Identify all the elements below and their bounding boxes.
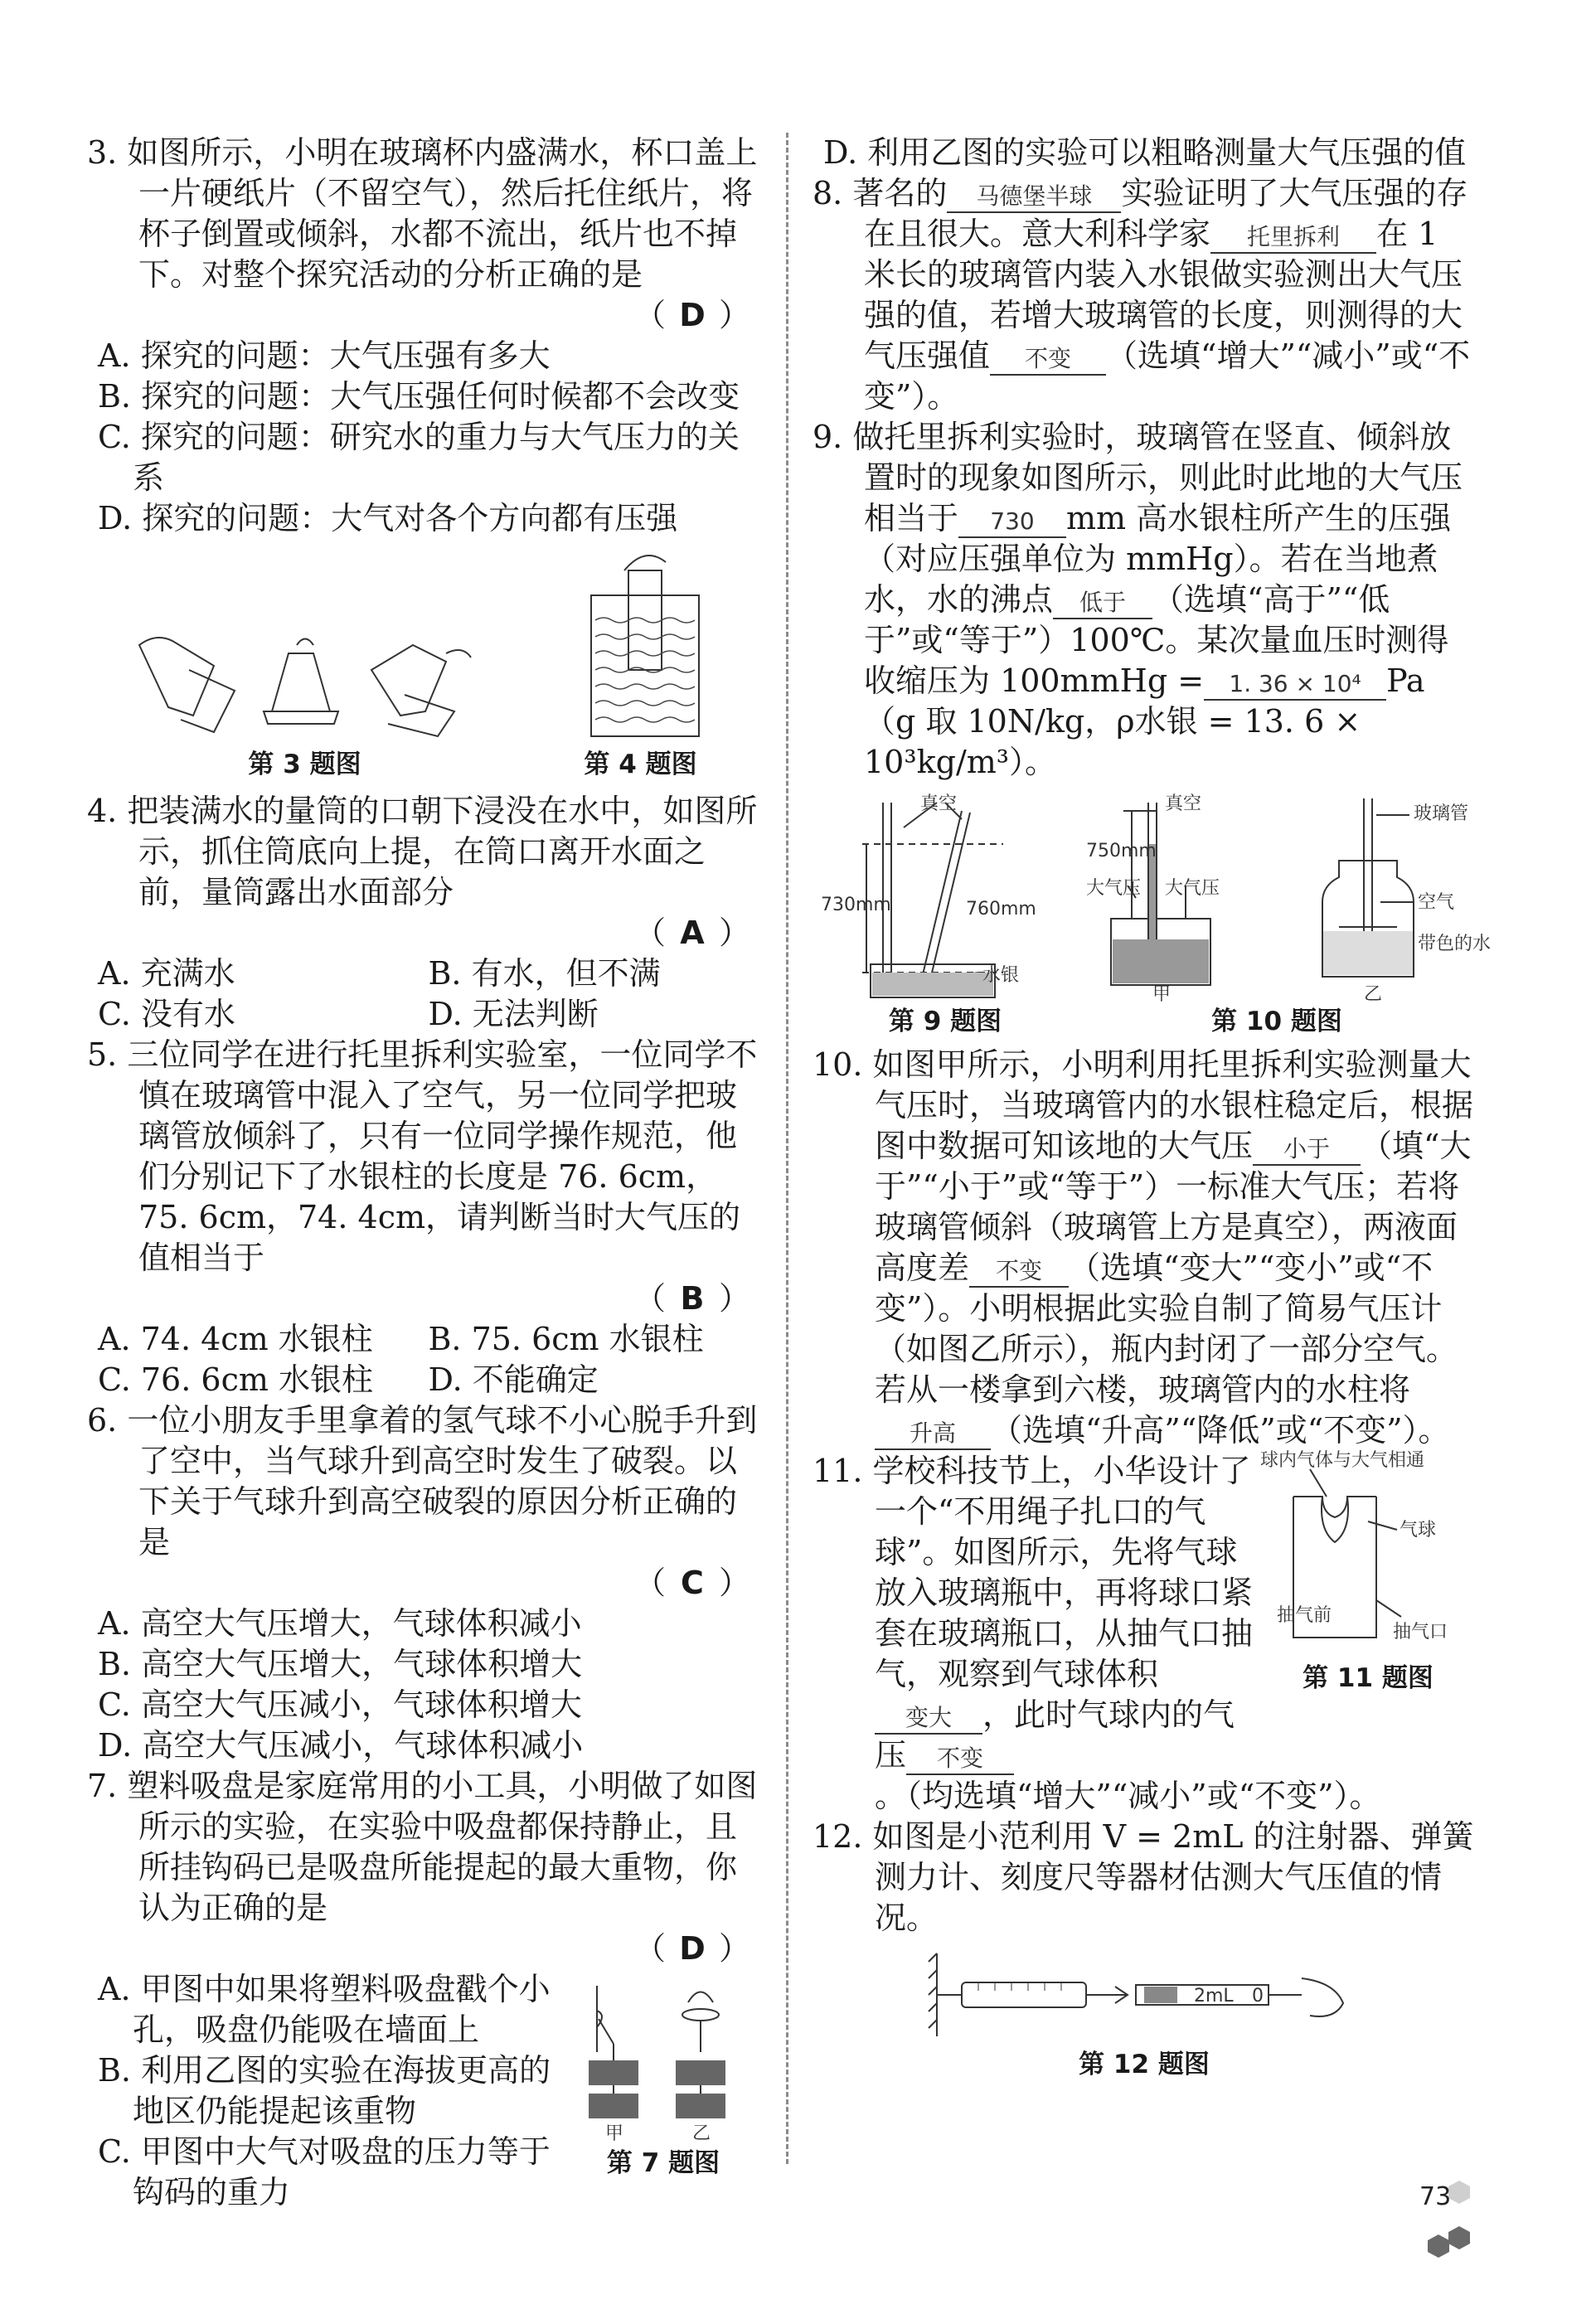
- fig7-label-jia: 甲: [605, 2123, 624, 2144]
- fig10-label-jia: 甲: [1152, 984, 1172, 1005]
- question-3: 3. 如图所示，小明在玻璃杯内盛满水，杯口盖上一片硬纸片（不留空气），然后托住纸片，将杯子倒置或倾斜，水都不流出，纸片也不掉下。对整个探究活动的分析正确的是: [87, 134, 758, 293]
- q6-option-b: B. 高空大气压增大，气球体积增大: [98, 1646, 583, 1682]
- figure-3: [123, 620, 488, 781]
- caption-4: 第 4 题图: [584, 750, 697, 779]
- fig11-top-label: 球内气体与大气相通: [1260, 1450, 1425, 1471]
- q5-option-a: A. 74. 4cm 水银柱: [98, 1321, 373, 1357]
- page-number: 73: [1419, 2182, 1452, 2211]
- q3-option-b: B. 探究的问题：大气压强任何时候都不会改变: [98, 378, 740, 415]
- question-12: 12. 如图是小范利用 V = 2mL 的注射器、弹簧测力计、刻度尺等器材估测大气压值的情况。: [813, 1818, 1474, 1936]
- q4-option-c: C. 没有水: [98, 996, 235, 1032]
- q7-option-c: C. 甲图中大气对吸盘的压力等于钩码的重力: [98, 2133, 551, 2210]
- figure-12: [813, 1945, 1476, 2081]
- q11-blank-2: 不变: [906, 1744, 1014, 1775]
- q3-option-d: D. 探究的问题：大气对各个方向都有压强: [98, 500, 678, 536]
- q3-option-a: A. 探究的问题：大气压强有多大: [98, 337, 551, 374]
- figure-12-drawing: [929, 1945, 1360, 2045]
- fig10-atm-2: 大气压: [1165, 878, 1220, 899]
- q5-options-row-2: [87, 1360, 759, 1400]
- q6-option-d: D. 高空大气压减小，气球体积减小: [98, 1727, 584, 1764]
- q11-block: [813, 1451, 1476, 1776]
- figure-7-drawing: [580, 1977, 746, 2143]
- figure-10: [1086, 793, 1492, 1038]
- caption-3: 第 3 题图: [248, 750, 361, 779]
- q7-option-d: D. 利用乙图的实验可以粗略测量大气压强的值: [823, 134, 1467, 171]
- q4-option-a: A. 充满水: [98, 955, 235, 992]
- q5-option-d: D. 不能确定: [428, 1361, 599, 1398]
- q9-blank-2: 低于: [1053, 588, 1152, 619]
- fig9-730mm: 730mm: [821, 895, 891, 915]
- q4-option-b: B. 有水，但不满: [428, 955, 661, 992]
- figure-7: [576, 1969, 750, 2213]
- q10-blank-1: 小于: [1253, 1134, 1361, 1166]
- column-divider: [786, 133, 788, 2164]
- fig10-tube: 玻璃管: [1414, 803, 1469, 824]
- q11-blank-1: 变大: [875, 1703, 982, 1735]
- q5-options-row-1: [87, 1319, 759, 1360]
- q4-options-row-1: [87, 953, 759, 994]
- figures-9-10: [813, 793, 1492, 1038]
- answer-3: （ D ）: [633, 297, 750, 333]
- answer-4: （ A ）: [633, 915, 750, 951]
- q7-option-a: A. 甲图中如果将塑料吸盘戳个小孔，吸盘仍能吸在墙面上: [98, 1971, 551, 2048]
- figure-9: [821, 794, 1070, 1038]
- caption-7: 第 7 题图: [606, 2148, 720, 2178]
- question-11-tail: 。（均选填“增大”“减小”或“不变”）。: [875, 1778, 1381, 1814]
- q10-blank-3: 升高: [875, 1419, 991, 1450]
- right-column: [813, 133, 1492, 2081]
- caption-11: 第 11 题图: [1303, 1663, 1433, 1693]
- answer-5: （ B ）: [633, 1280, 750, 1317]
- fig7-label-yi: 乙: [692, 2123, 711, 2144]
- q8-blank-1: 马德堡半球: [947, 182, 1121, 213]
- figure-4: [558, 546, 724, 781]
- fig12-syringe-label: 2mL: [1194, 1986, 1234, 2006]
- fig11-balloon: 气球: [1400, 1520, 1437, 1541]
- figure-11: [1260, 1451, 1476, 1776]
- fig9-vacuum: 真空: [920, 793, 958, 814]
- fig12-zero: 0: [1252, 1986, 1264, 2006]
- figure-4-drawing: [558, 546, 724, 745]
- left-column: [87, 133, 759, 2213]
- question-9: 9. 做托里拆利实验时，玻璃管在竖直、倾斜放置时的现象如图所示，则此时此地的大气压相当于 730 mm 高水银柱所产生的压强（对应压强单位为 mmHg）。若在当地煮水，水的沸点 低于 （选填“高于”“低于”或“等于”）100℃。某次量血压时测得收缩压为 100mmHg = 1. 36 × 10⁴ Pa（g 取 10N/kg，ρ水银 = 13. 6 × 10³kg/m³）。: [813, 419, 1463, 780]
- q10-blank-2: 不变: [969, 1256, 1069, 1288]
- caption-9: 第 9 题图: [888, 1007, 1002, 1036]
- fig9-760mm: 760mm: [966, 899, 1036, 920]
- fig10-air: 空气: [1418, 892, 1455, 913]
- figure-11-drawing: [1260, 1451, 1476, 1658]
- caption-10: 第 10 题图: [1211, 1007, 1342, 1036]
- q4-option-d: D. 无法判断: [428, 996, 599, 1032]
- question-6: 6. 一位小朋友手里拿着的氢气球不小心脱手升到了空中，当气球升到高空时发生了破裂。以下关于气球升到高空破裂的原因分析正确的是: [87, 1402, 758, 1560]
- answer-7: （ D ）: [633, 1930, 750, 1967]
- q3-option-c: C. 探究的问题：研究水的重力与大气压力的关系: [98, 419, 740, 496]
- question-5: 5. 三位同学在进行托里拆利实验室，一位同学不慎在玻璃管中混入了空气，另一位同学把玻璃管放倾斜了，只有一位同学操作规范，他们分别记下了水银柱的长度是 76. 6cm，75. 6cm，74. 4cm，请判断当时大气压的值相当于: [87, 1036, 758, 1276]
- q8-blank-3: 不变: [990, 344, 1106, 376]
- question-7: 7. 塑料吸盘是家庭常用的小工具，小明做了如图所示的实验，在实验中吸盘都保持静止，且所挂钩码已是吸盘所能提起的最大重物，你认为正确的是: [87, 1768, 758, 1926]
- figures-3-4: [87, 546, 759, 781]
- question-10: 10. 如图甲所示，小明利用托里拆利实验测量大气压时，当玻璃管内的水银柱稳定后，根据图中数据可知该地的大气压 小于 （填“大于”“小于”或“等于”）一标准大气压；若将玻璃管倾斜（玻璃管上方是真空），两液面高度差 不变 （选填“变大”“变小”或“不变”）。小明根据此实验自制了简易气压计（如图乙所示），瓶内封闭了一部分空气。若从一楼拿到六楼，玻璃管内的水柱将升高 （选填“升高”“降低”或“不变”）。: [813, 1046, 1474, 1448]
- answer-6: （ C ）: [633, 1565, 750, 1601]
- fig10-750mm: 750mm: [1086, 841, 1157, 861]
- fig10-label-yi: 乙: [1364, 984, 1383, 1005]
- caption-12: 第 12 题图: [1079, 2050, 1210, 2079]
- question-8: 8. 著名的 马德堡半球 实验证明了大气压强的存在且很大。意大利科学家 托里拆利 在 1 米长的玻璃管内装入水银做实验测出大气压强的值，若增大玻璃管的长度，则测得的大气压强值 不变 （选填“增大”“减小”或“不变”）。: [813, 175, 1471, 415]
- fig9-mercury: 水银: [982, 965, 1020, 986]
- q4-options-row-2: [87, 994, 759, 1035]
- q6-option-a: A. 高空大气压增大，气球体积减小: [98, 1605, 582, 1642]
- fig10-colored-water: 带色的水: [1418, 934, 1492, 954]
- question-4: 4. 把装满水的量筒的口朝下浸没在水中，如图所示，抓住筒底向上提，在筒口离开水面之前，量筒露出水面部分: [87, 793, 758, 910]
- q9-blank-3: 1. 36 × 10⁴: [1204, 669, 1386, 701]
- q5-option-c: C. 76. 6cm 水银柱: [98, 1361, 373, 1398]
- figure-9-drawing: [821, 794, 1070, 1002]
- fig11-port: 抽气口: [1393, 1622, 1448, 1643]
- q7-options: [87, 1969, 576, 2213]
- question-11: 11. 学校科技节上，小华设计了一个“不用绳子扎口的气球”。如图所示，先将气球放入玻璃瓶中，再将球口紧套在玻璃瓶口，从抽气口抽气，观察到气球体积变大 ，此时气球内的气压 不变: [813, 1453, 1254, 1774]
- q5-option-b: B. 75. 6cm 水银柱: [428, 1321, 704, 1357]
- fig10-atm-1: 大气压: [1086, 878, 1142, 899]
- fig10-vacuum: 真空: [1165, 793, 1202, 814]
- q8-blank-2: 托里拆利: [1210, 222, 1376, 254]
- fig11-before: 抽气前: [1277, 1605, 1332, 1626]
- figure-10-drawing: [1086, 793, 1492, 1005]
- figure-3-drawing: [123, 620, 488, 745]
- q6-option-c: C. 高空大气压减小，气球体积增大: [98, 1686, 582, 1723]
- q7-option-b: B. 利用乙图的实验在海拔更高的地区仍能提起该重物: [98, 2052, 551, 2129]
- q7-body: [87, 1969, 759, 2213]
- q9-blank-1: 730: [958, 507, 1066, 538]
